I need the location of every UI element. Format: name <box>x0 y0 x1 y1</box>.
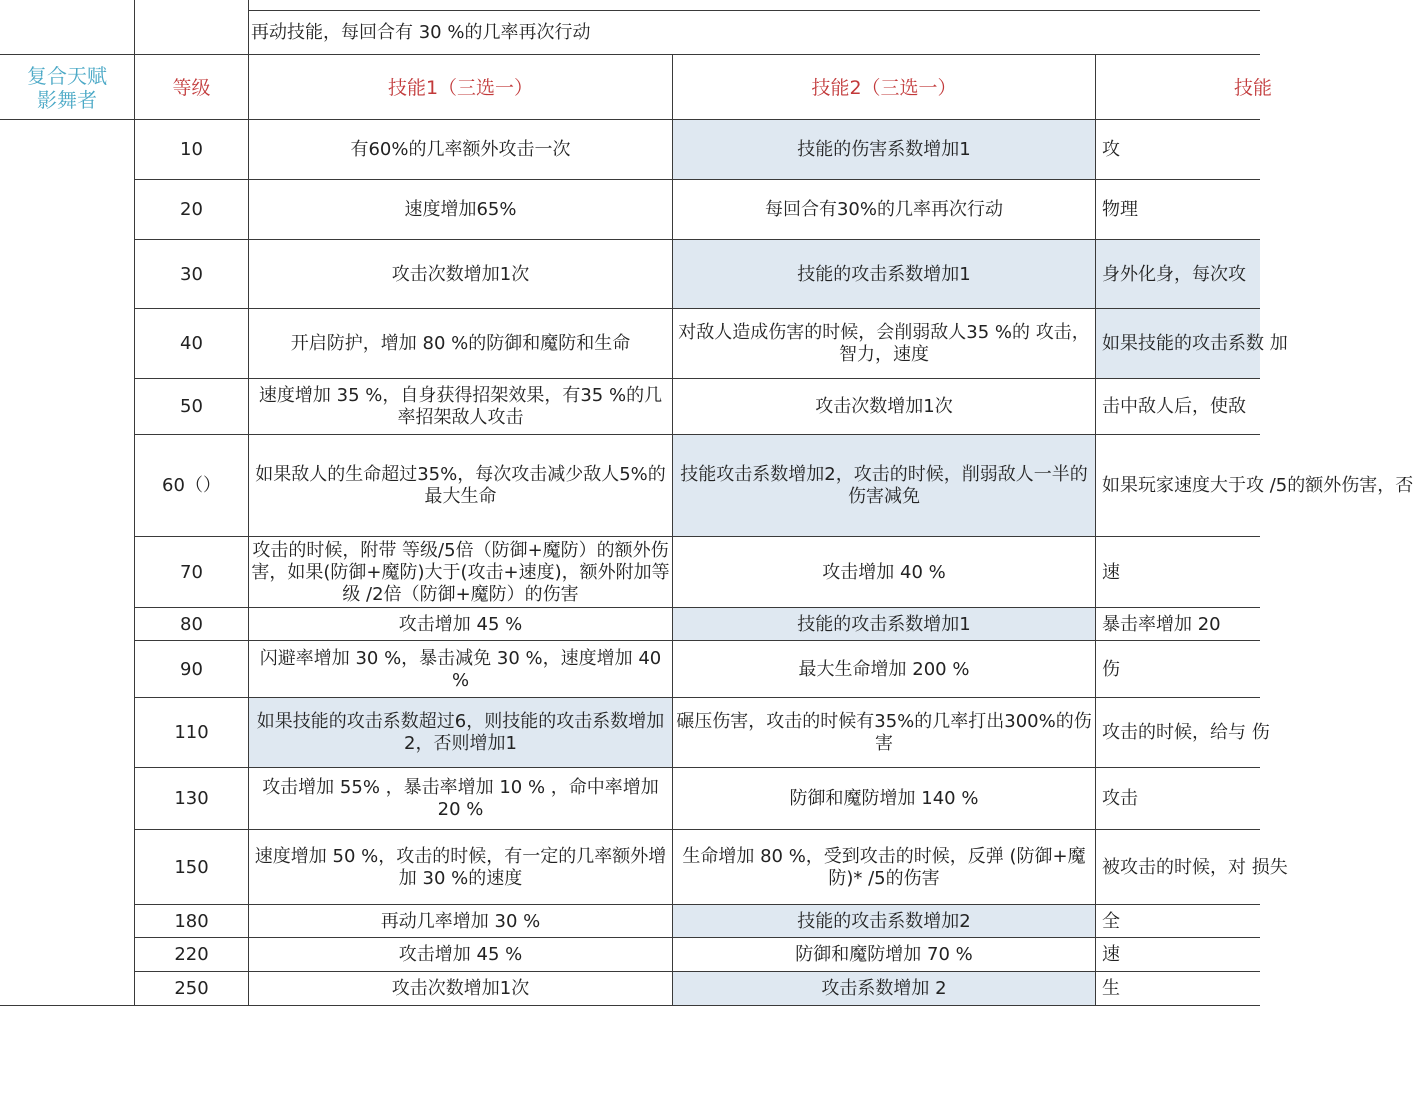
level-cell: 40 <box>180 333 203 354</box>
skill2-cell: 技能的攻击系数增加2 <box>673 905 1095 938</box>
skill3-cell: 如果玩家速度大于攻 /5的额外伤害，否 <box>1102 475 1413 496</box>
skill1-cell: 再动几率增加 30 % <box>380 910 541 932</box>
skill1-cell: 有60%的几率额外攻击一次 <box>350 139 571 160</box>
header-skill1: 技能1（三选一） <box>387 76 534 99</box>
skill3-cell: 伤 <box>1102 658 1120 680</box>
level-cell: 180 <box>174 910 209 932</box>
skill2-cell: 每回合有30%的几率再次行动 <box>764 199 1003 220</box>
top-note: 再动技能，每回合有 30 %的几率再次行动 <box>251 22 591 43</box>
skill2-cell: 最大生命增加 200 % <box>798 658 970 680</box>
grid-line <box>0 1005 1260 1006</box>
level-cell: 10 <box>180 139 203 160</box>
skill1-cell: 攻击增加 45 % <box>398 944 523 965</box>
skill2-cell: 防御和魔防增加 70 % <box>795 944 973 965</box>
skill3-cell: 身外化身，每次攻 <box>1096 240 1260 309</box>
skill1-cell: 如果敌人的生命超过35%，每次攻击减少敌人5%的最大生命 <box>255 464 666 507</box>
skill3-cell: 速 <box>1102 944 1120 965</box>
group-label-line1: 复合天赋 <box>27 63 107 88</box>
skill3-cell: 生 <box>1102 977 1120 999</box>
grid-line <box>135 308 1260 309</box>
skill1-cell: 速度增加 50 %，攻击的时候，有一定的几率额外增加 30 %的速度 <box>254 845 667 889</box>
level-cell: 30 <box>180 263 203 285</box>
skill1-cell: 攻击的时候，附带 等级/5倍（防御+魔防）的额外伤害，如果(防御+魔防)大于(攻击+速度)，额外附加等级 /2倍（防御+魔防）的伤害 <box>251 539 670 605</box>
skill3-cell: 全 <box>1102 910 1120 932</box>
skill2-cell: 防御和魔防增加 140 % <box>789 788 979 809</box>
grid-line <box>0 119 1260 120</box>
skill2-cell: 技能的伤害系数增加1 <box>673 120 1095 180</box>
level-cell: 250 <box>174 977 209 999</box>
skill2-cell: 技能的攻击系数增加1 <box>673 240 1095 309</box>
grid-line <box>1095 55 1096 1005</box>
skill3-cell: 暴击率增加 20 <box>1102 613 1221 635</box>
grid-line <box>135 829 1260 830</box>
skill3-cell: 攻击 <box>1102 788 1138 809</box>
skill2-cell: 攻击系数增加 2 <box>673 972 1095 1005</box>
grid-line <box>135 179 1260 180</box>
grid-line <box>135 767 1260 768</box>
skill2-cell: 技能的攻击系数增加1 <box>673 608 1095 641</box>
skill3-cell: 如果技能的攻击系数 加 <box>1096 309 1260 379</box>
grid-line <box>135 971 1260 972</box>
header-level: 等级 <box>172 76 211 99</box>
grid-line <box>135 607 1260 608</box>
group-label-line2: 影舞者 <box>37 87 97 112</box>
level-cell: 70 <box>180 561 203 583</box>
grid-line <box>135 937 1260 938</box>
skill2-cell: 生命增加 80 %，受到攻击的时候，反弹 (防御+魔防)* /5的伤害 <box>682 845 1086 889</box>
grid-line <box>134 0 135 1005</box>
skill1-cell: 攻击次数增加1次 <box>391 977 530 999</box>
header-skill2: 技能2（三选一） <box>811 76 957 99</box>
level-cell: 110 <box>174 722 209 743</box>
level-cell: 90 <box>180 658 203 680</box>
skill2-cell: 攻击增加 40 % <box>822 561 946 583</box>
header-skill3: 技能 <box>1234 76 1273 99</box>
skill1-cell: 如果技能的攻击系数超过6，则技能的攻击系数增加2，否则增加1 <box>249 698 672 768</box>
grid-line <box>135 434 1260 435</box>
skill1-cell: 攻击次数增加1次 <box>391 263 530 285</box>
skill3-cell: 击中敌人后，使敌 <box>1102 396 1246 417</box>
skill2-cell: 碾压伤害，攻击的时候有35%的几率打出300%的伤害 <box>676 711 1092 754</box>
level-cell: 150 <box>174 856 209 878</box>
grid-line <box>135 378 1260 379</box>
grid-line <box>135 239 1260 240</box>
grid-line <box>135 697 1260 698</box>
grid-line <box>672 55 673 1005</box>
skill2-cell: 技能攻击系数增加2，攻击的时候，削弱敌人一半的伤害减免 <box>673 435 1095 537</box>
level-cell: 220 <box>174 944 209 965</box>
skill1-cell: 开启防护，增加 80 %的防御和魔防和生命 <box>290 333 631 354</box>
skill3-cell: 被攻击的时候，对 损失 <box>1102 856 1288 878</box>
skill3-cell: 攻 <box>1102 139 1120 160</box>
level-cell: 80 <box>180 613 203 635</box>
level-cell: 60（） <box>162 475 221 496</box>
skill1-cell: 速度增加 35 %，自身获得招架效果，有35 %的几率招架敌人攻击 <box>258 385 663 428</box>
group-label <box>0 55 134 120</box>
grid-line <box>248 0 249 1005</box>
skill3-cell: 物理 <box>1102 199 1138 220</box>
skill3-cell: 速 <box>1102 561 1120 583</box>
grid-line <box>135 640 1260 641</box>
skill1-cell: 闪避率增加 30 %，暴击减免 30 %，速度增加 40 % <box>259 647 662 691</box>
grid-line <box>249 10 1260 11</box>
level-cell: 20 <box>180 199 203 220</box>
skill1-cell: 攻击增加 45 % <box>398 613 523 635</box>
grid-line <box>0 54 1260 55</box>
level-cell: 130 <box>174 788 209 809</box>
skill1-cell: 速度增加65% <box>404 199 517 220</box>
grid-line <box>135 904 1260 905</box>
skill2-cell: 攻击次数增加1次 <box>815 396 953 417</box>
level-cell: 50 <box>180 396 203 417</box>
skill1-cell: 攻击增加 55% ，暴击率增加 10 % ，命中率增加 20 % <box>262 777 659 820</box>
skill3-cell: 攻击的时候，给与 伤 <box>1102 722 1270 743</box>
grid-line <box>135 536 1260 537</box>
skill2-cell: 对敌人造成伤害的时候，会削弱敌人35 %的 攻击，智力，速度 <box>678 322 1090 365</box>
